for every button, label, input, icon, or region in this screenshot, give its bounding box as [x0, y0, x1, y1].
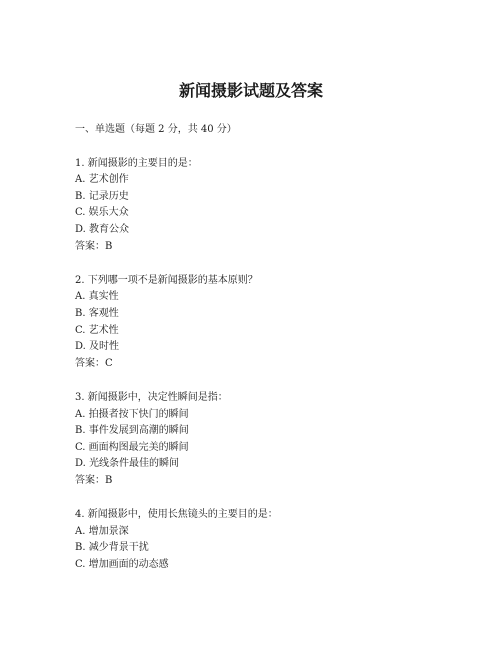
- question-1: [75, 156, 475, 256]
- option-c: C. 娱乐大众: [75, 207, 129, 219]
- question-stem: 1. 新闻摄影的主要目的是：: [75, 157, 198, 169]
- option-b: B. 记录历史: [75, 190, 129, 202]
- question-stem: 3. 新闻摄影中，决定性瞬间是指：: [75, 391, 228, 403]
- answer-line: 答案：B: [75, 240, 113, 252]
- option-d: D. 及时性: [75, 341, 120, 353]
- option-a: A. 拍摄者按下快门的瞬间: [75, 408, 189, 420]
- option-d: D. 教育公众: [75, 223, 130, 235]
- option-b: B. 客观性: [75, 307, 119, 319]
- option-a: A. 真实性: [75, 291, 119, 303]
- option-b: B. 事件发展到高潮的瞬间: [75, 425, 189, 437]
- question-stem: 2. 下列哪一项不是新闻摄影的基本原则？: [75, 274, 258, 286]
- question-3: [75, 390, 475, 490]
- option-b: B. 减少背景干扰: [75, 542, 149, 554]
- answer-line: 答案：B: [75, 474, 113, 486]
- option-c: C. 画面构图最完美的瞬间: [75, 441, 189, 453]
- answer-line: 答案：C: [75, 357, 113, 369]
- option-c: C. 增加画面的动态感: [75, 558, 169, 570]
- option-a: A. 艺术创作: [75, 174, 129, 186]
- question-4: [75, 507, 475, 573]
- document-title: 新闻摄影试题及答案: [178, 81, 323, 100]
- option-a: A. 增加景深: [75, 525, 129, 537]
- question-2: [75, 273, 475, 373]
- option-d: D. 光线条件最佳的瞬间: [75, 458, 180, 470]
- section-heading: 一、单选题（每题 2 分，共 40 分）: [75, 124, 237, 135]
- option-c: C. 艺术性: [75, 324, 119, 336]
- document-body: [75, 122, 475, 591]
- question-stem: 4. 新闻摄影中，使用长焦镜头的主要目的是：: [75, 509, 278, 521]
- section-heading-block: [75, 122, 475, 139]
